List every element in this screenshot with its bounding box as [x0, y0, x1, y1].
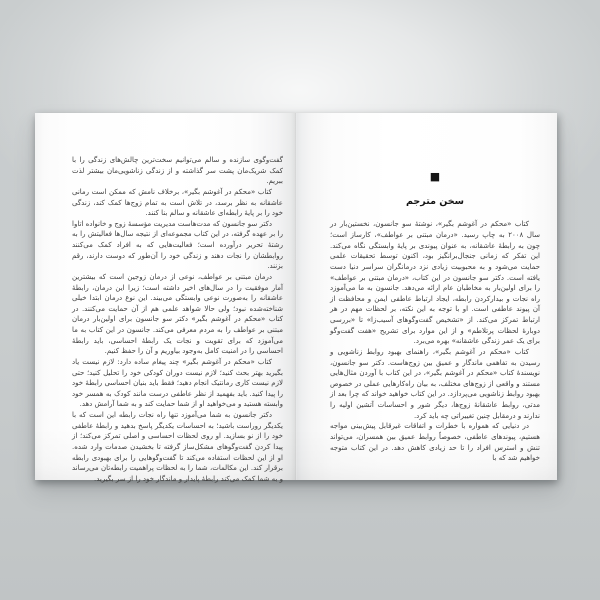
paragraph: کتاب «محکم در آغوشم بگیر»، برخلاف نامش که ممکن است رمانی عاشقانه به نظر برسد، در تلاش است به تمام زوج‌ها کمک کند، زندگی خود را بر پایهٔ رابطه‌ای عاشقانه و سالم بنا کنند.: [72, 187, 283, 218]
paragraph: دکتر جانسون به شما می‌آموزد تنها راه نجات رابطه این است که با یکدیگر روراست باشید؛ به احساسات یکدیگر پاسخ بدهید و رابطهٔ عاطفی خود را از نو بسازید. او روی لحظات احساسی و اصلی تمرکز می‌کند؛ از پیدا کردن گفت‌وگوهای مشکل‌ساز گرفته تا بخشیدن صدمات وارد شده. او از این لحظات استفاده می‌کند تا گفت‌وگوهایی را برای بهبودی رابطه برقرار کند. این مکالمات، شما را به لحظات پراهمیت رابطه‌تان می‌رساند و به شما کمک می‌کند رابطهٔ پایدار و ماندگار خود را از سر بگیرید.: [72, 411, 283, 483]
left-page: [35, 113, 296, 483]
paragraph: کتاب «محکم در آغوشم بگیر»، راهنمای بهبود روابط زناشویی و رسیدن به تفاهمی ماندگار و عمیق بین زوج‌هاست. دکتر سو جانسون، نویسندهٔ کتاب «محکم در آغوشم بگیر»، در این کتاب با آوردن مثال‌هایی مستند و واقعی از زوج‌های مختلف، به بیان راه‌کارهایی عملی در خصوص بهبود روابط زناشویی می‌پردازد. در این کتاب خواهید خواند که چرا بعد از مدتی، روابط عاشقانهٔ زوج‌ها، دیگر شور و احساسات آتشین اولیه را ندارند و درمقابل چنین تغییراتی چه باید کرد.: [330, 347, 540, 420]
right-page: [296, 113, 557, 480]
right-page-text: [330, 219, 540, 463]
paragraph: درمان مبتنی بر عواطف، نوعی از درمان زوجین است که بیشترین آمار موفقیت را در سال‌های اخیر داشته است؛ زیرا این درمان، رابطهٔ عاشقانه را به‌صورت نوعی وابستگی می‌بیند. این نوع درمان ابتدا خیلی شناخته‌شده نبود؛ ولی حالا شواهد علمی هم از آن حمایت می‌کنند. در کتاب «محکم در آغوشم بگیر» دکتر سو جانسون برای اولین‌بار درمان مبتنی بر عواطف را به مردم معرفی می‌کند. جانسون در این کتاب به ما می‌آموزد که برای تقویت و نجات یک رابطهٔ احساسی، باید رابطهٔ احساسی را در امنیت کامل به‌وجود بیاوریم و آن را حفظ کنیم.: [72, 272, 283, 356]
paragraph: کتاب «محکم در آغوشم بگیر» چند پیغام ساده دارد: لازم نیست یاد بگیرید بهتر بحث کنید؛ لازم نیست دوران کودکی خود را تحلیل کنید؛ حتی لازم نیست کاری رمانتیک انجام دهید؛ فقط باید بنیان احساسی رابطهٔ خود را پیدا کنید. باید بفهمید از نظر عاطفی درست مانند کودک به همسر خود وابسته هستید و می‌خواهید او از شما حمایت کند و به شما آرامش دهد.: [72, 357, 283, 409]
paragraph: در دنیایی که همواره با خطرات و اتفاقات غیرقابل پیش‌بینی مواجه هستیم، پیوندهای عاطفی، خصوصاً روابط عمیق بین همسران، می‌تواند تنش و استرس افراد را تا حد زیادی کاهش دهد. در این کتاب متوجه خواهیم شد که با: [330, 422, 540, 463]
paragraph: گفت‌وگوی سازنده و سالم می‌توانیم سخت‌ترین چالش‌های زندگی را با کمک شریک‌مان پشت سر گذاشته و از زندگی زناشویی‌مان بیشتر لذت ببریم.: [72, 156, 283, 186]
chapter-title: سخن مترجم: [405, 196, 464, 207]
paragraph: دکتر سو جانسون که مدت‌هاست مدیریت مؤسسهٔ زوج و خانواده اتاوا را بر عهده گرفته، در این کتاب مجموعه‌ای از نتیجه سال‌ها فعالیتش را به رشتهٔ تحریر درآورده است؛ فعالیت‌هایی که به افراد کمک می‌کنند روابطشان را نجات دهند و زندگی خود را آن‌طور که دوست دارند، رقم بزنند.: [72, 219, 283, 271]
paragraph: کتاب «محکم در آغوشم بگیر»، نوشتهٔ سو جانسون، نخستین‌بار در سال ۲۰۰۸ به چاپ رسید. «درمان مبتنی بر عواطف»، کارساز است؛ چون به رابطهٔ عاشقانه، به عنوان پیوندی بر پایهٔ وابستگی نگاه می‌کند. این تفکر که زمانی جنجال‌برانگیز بود، اکنون توسط تحقیقات علمی حمایت می‌شود و به محبوبیت زیادی نزد درمانگران سراسر دنیا دست یافته است. دکتر سو جانسون در این کتاب، «درمان مبتنی بر عواطف» را برای اولین‌بار به مخاطبان عام ارائه می‌دهد. جانسون به ما می‌آموزد راه نجات و بیدارکردن رابطه، ایجاد ارتباط عاطفی ایمن و محافظت از آن پیوند عاطفی است. او با توجه به این نکته، بر لحظات مهم در هر ارتباط تمرکز می‌کند. از «تشخیص گفت‌وگوهای آسیب‌زا» تا «بررسی دوبارهٔ لحظات پرتلاطم» و از این موارد برای تشریح «هفت گفت‌وگو برای یک عمر زندگی عاشقانه» بهره می‌برد.: [330, 220, 540, 346]
section-marker-icon: ■: [429, 170, 441, 183]
book-spread: [35, 113, 557, 483]
right-page-content: [330, 113, 540, 464]
left-page-text: [72, 155, 283, 484]
